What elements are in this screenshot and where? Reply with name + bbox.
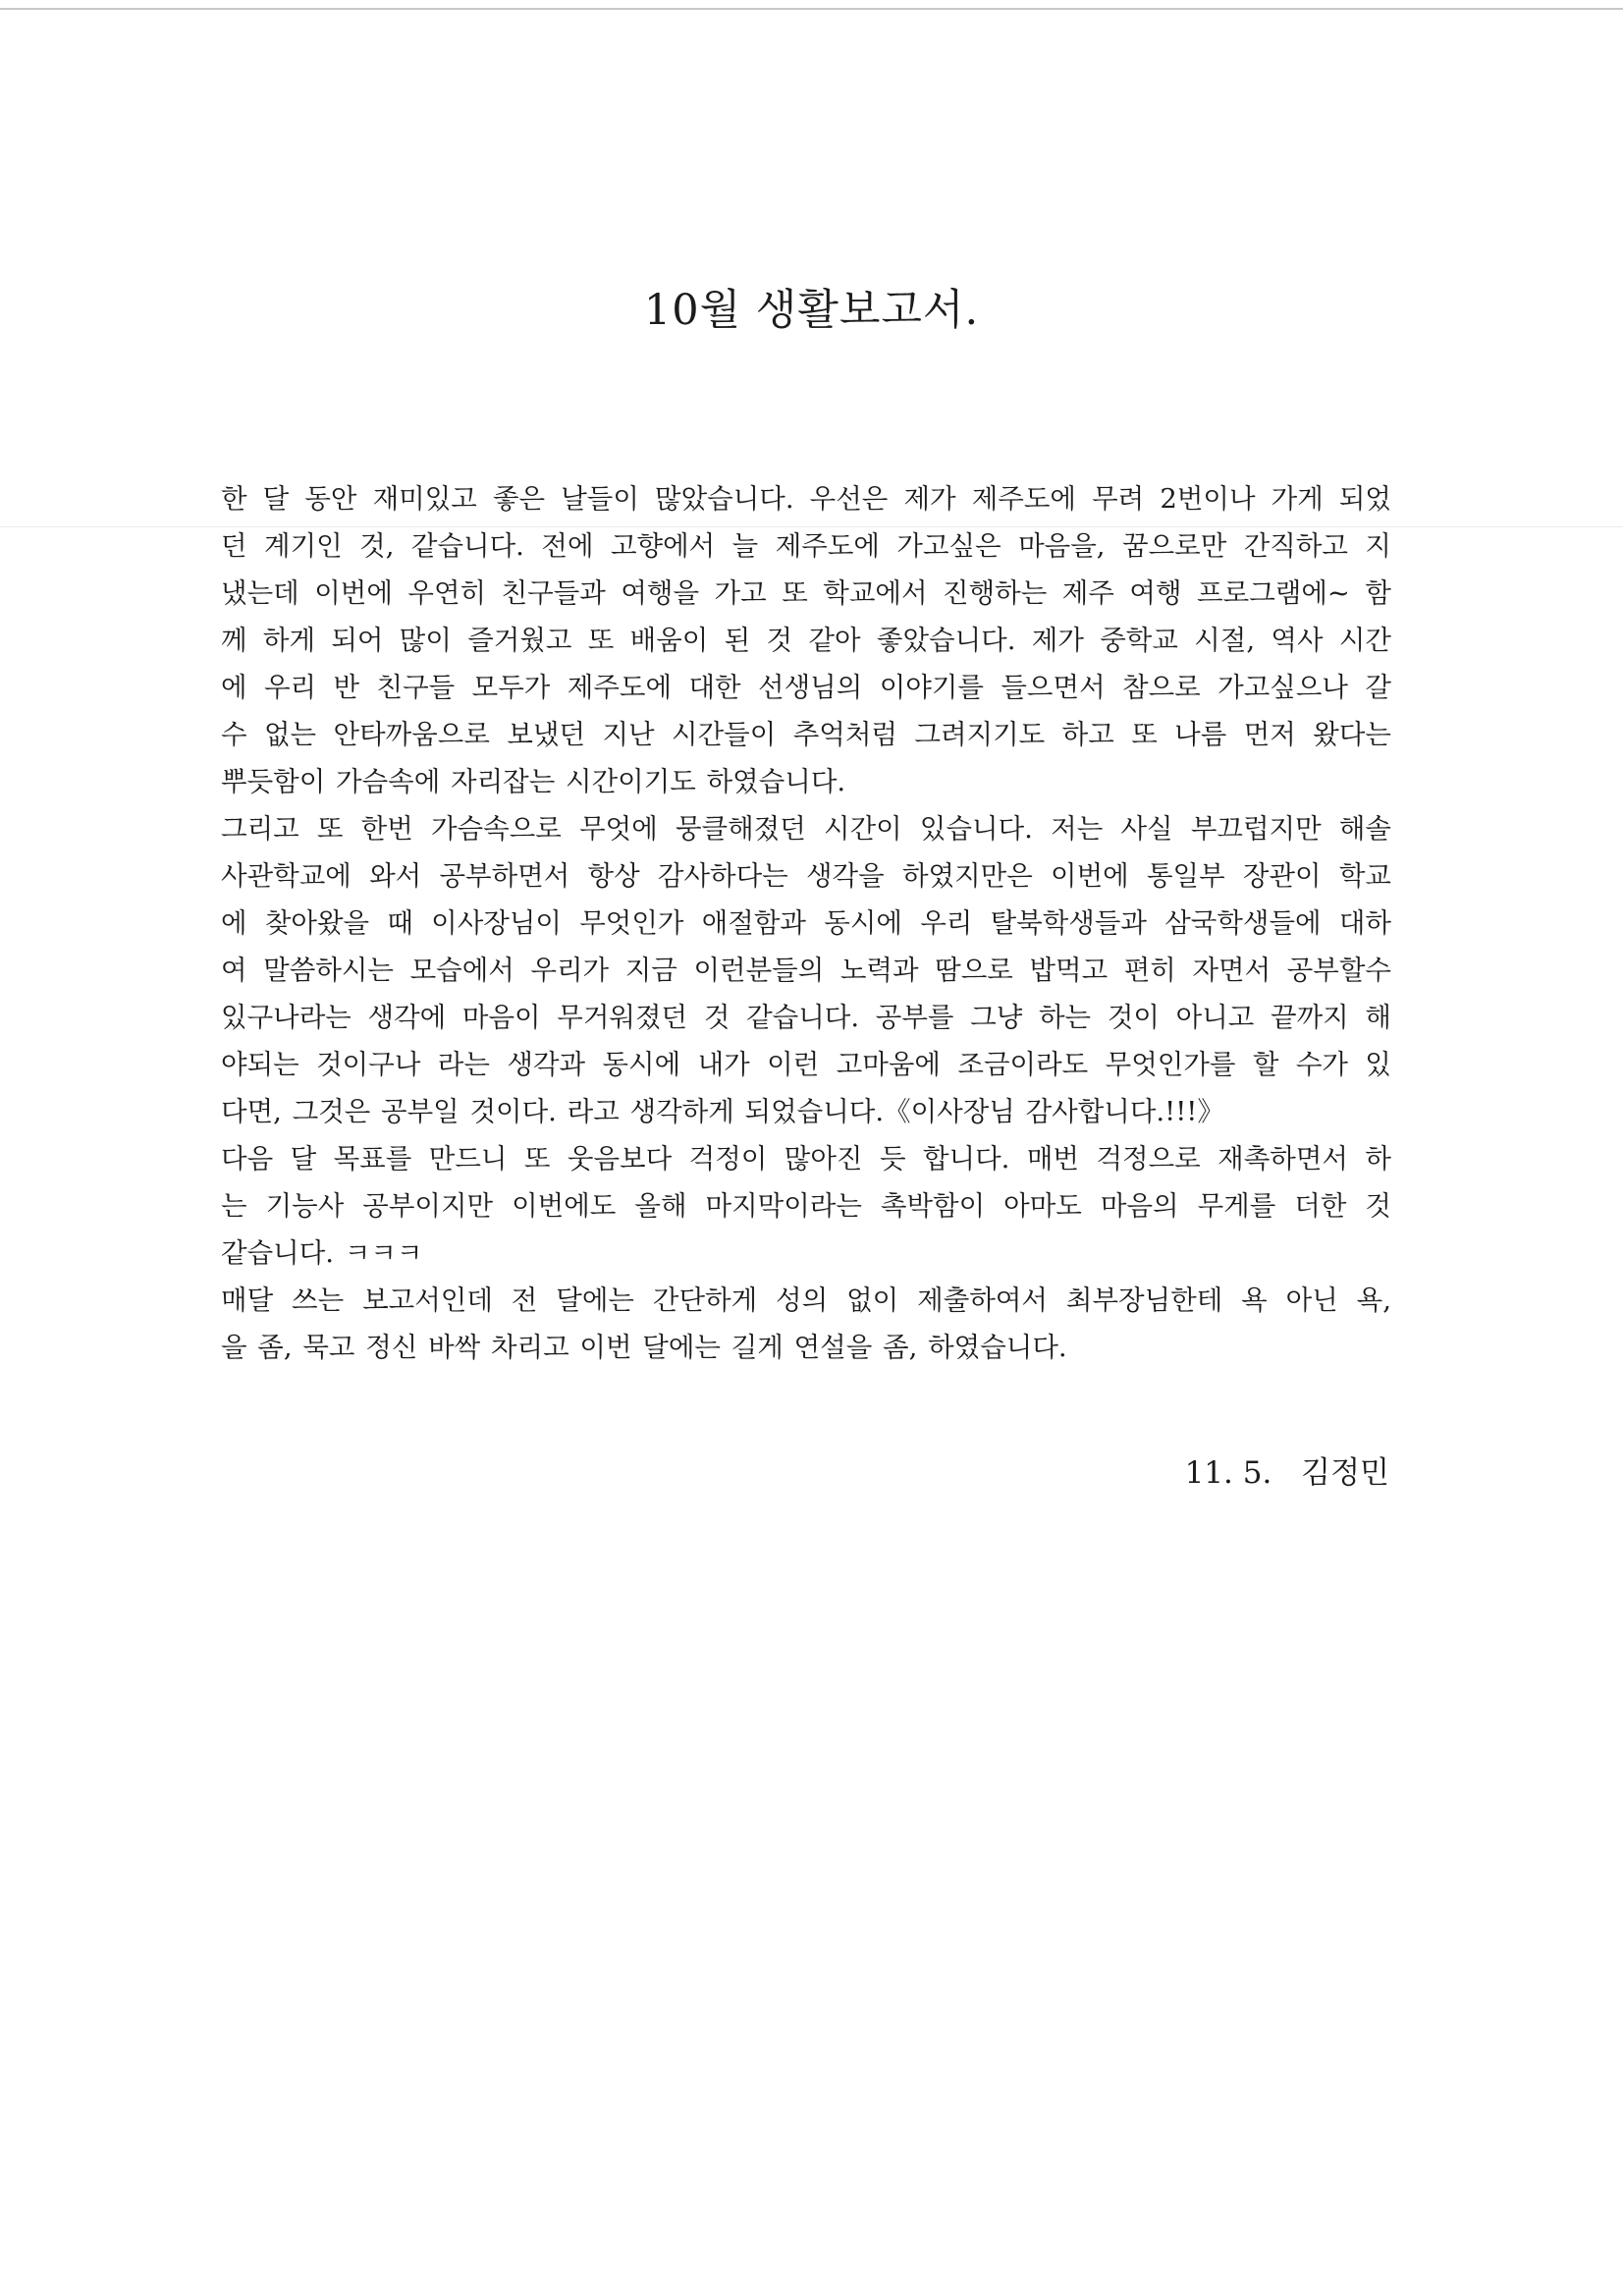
- scan-edge-line: [0, 8, 1623, 10]
- signature-block: [884, 1448, 1389, 1492]
- signature-name: 김정민: [1301, 1455, 1389, 1491]
- body-line: 여 말씀하시는 모습에서 우리가 지금 이런분들의 노력과 땀으로 밥먹고 편히 자면서 공부할수: [221, 955, 1391, 986]
- body-line: 다면, 그것은 공부일 것이다. 라고 생각하게 되었습니다.《이사장님 감사합니다.!!!》: [221, 1096, 1224, 1127]
- body-line: 한 달 동안 재미있고 좋은 날들이 많았습니다. 우선은 제가 제주도에 무려 2번이나 가게 되었: [221, 483, 1391, 515]
- body-line: 에 우리 반 친구들 모두가 제주도에 대한 선생님의 이야기를 들으면서 참으로 가고싶으나 갈: [221, 672, 1391, 703]
- body-line: 에 찾아왔을 때 이사장님이 무엇인가 애절함과 동시에 우리 탈북학생들과 삼국학생들에 대하: [221, 907, 1391, 939]
- document-body: [221, 475, 1391, 1371]
- document-title: 10월 생활보고서.: [643, 286, 980, 335]
- body-line: 을 좀, 묵고 정신 바싹 차리고 이번 달에는 길게 연설을 좀, 하였습니다.: [221, 1332, 1067, 1363]
- body-line: 냈는데 이번에 우연히 친구들과 여행을 가고 또 학교에서 진행하는 제주 여행 프로그램에~ 함: [221, 577, 1391, 609]
- body-line: 께 하게 되어 많이 즐거웠고 또 배움이 된 것 같아 좋았습니다. 제가 중학교 시절, 역사 시간: [221, 625, 1391, 656]
- body-line: 매달 쓰는 보고서인데 전 달에는 간단하게 성의 없이 제출하여서 최부장님한테 욕 아닌 욕,: [221, 1285, 1391, 1316]
- body-line: 사관학교에 와서 공부하면서 항상 감사하다는 생각을 하였지만은 이번에 통일부 장관이 학교: [221, 860, 1391, 892]
- signature-date: 11. 5.: [1184, 1455, 1272, 1491]
- body-line: 다음 달 목표를 만드니 또 웃음보다 걱정이 많아진 듯 합니다. 매번 걱정으로 재촉하면서 하: [221, 1143, 1391, 1175]
- body-line: 뿌듯함이 가슴속에 자리잡는 시간이기도 하였습니다.: [221, 766, 846, 797]
- body-line: 같습니다. ㅋㅋㅋ: [221, 1237, 423, 1269]
- body-line: 야되는 것이구나 라는 생각과 동시에 내가 이런 고마움에 조금이라도 무엇인가를 할 수가 있: [221, 1049, 1391, 1080]
- body-line: 는 기능사 공부이지만 이번에도 올해 마지막이라는 촉박함이 아마도 마음의 무게를 더한 것: [221, 1190, 1391, 1222]
- body-line: 그리고 또 한번 가슴속으로 무엇에 뭉클해졌던 시간이 있습니다. 저는 사실 부끄럽지만 해솔: [221, 813, 1391, 845]
- body-line: 있구나라는 생각에 마음이 무거워졌던 것 같습니다. 공부를 그냥 하는 것이 아니고 끝까지 해: [221, 1002, 1391, 1033]
- body-line: 수 없는 안타까움으로 보냈던 지난 시간들이 추억처럼 그려지기도 하고 또 나름 먼저 왔다는: [221, 719, 1391, 750]
- body-line: 던 계기인 것, 같습니다. 전에 고향에서 늘 제주도에 가고싶은 마음을, 꿈으로만 간직하고 지: [221, 530, 1391, 562]
